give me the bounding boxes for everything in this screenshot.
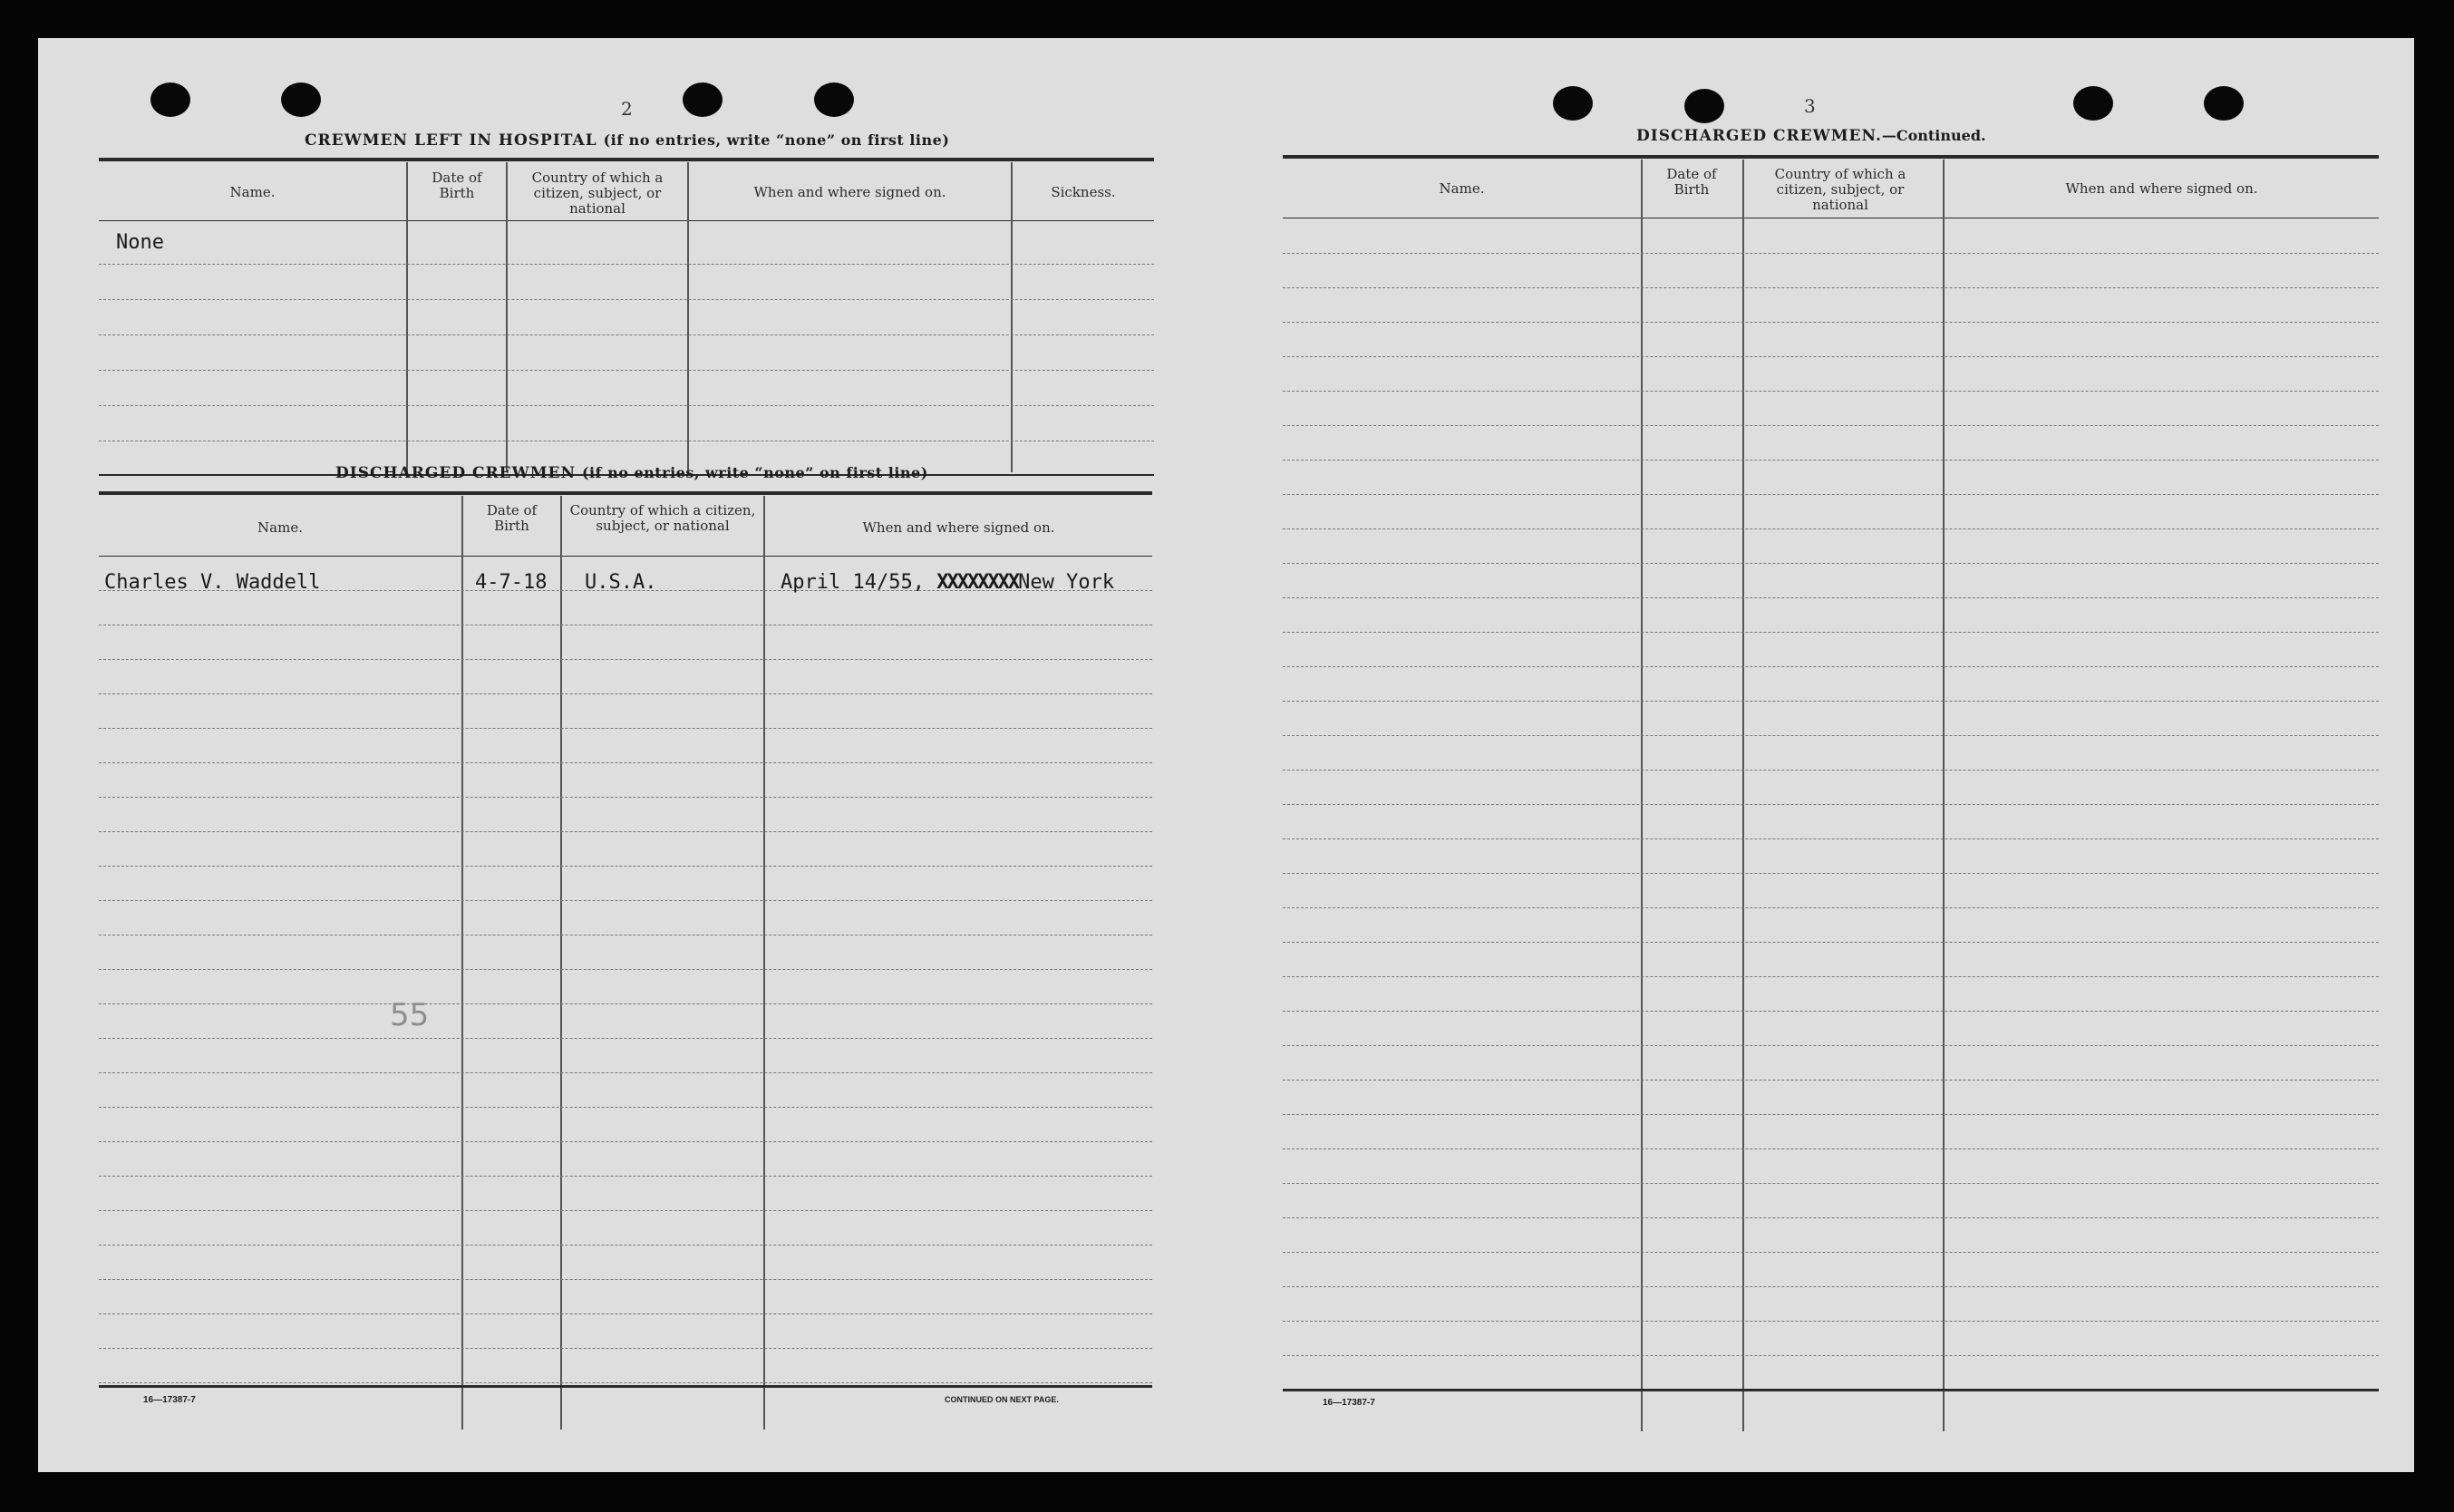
table-row bbox=[99, 797, 1152, 798]
discharged-entry-dob: 4-7-18 bbox=[475, 571, 548, 594]
discharged-top-rule bbox=[99, 491, 1152, 495]
when-where-struck-out: XXXXXXXX bbox=[936, 571, 1019, 594]
table-row bbox=[1283, 1114, 2379, 1115]
right-title-suffix: —Continued. bbox=[1881, 127, 1986, 144]
table-row bbox=[99, 1003, 1152, 1004]
right-form-number: 16—17387-7 bbox=[1323, 1398, 1375, 1408]
table-row bbox=[1283, 494, 2379, 495]
hospital-header-when-where: When and where signed on. bbox=[753, 184, 946, 200]
table-row bbox=[1283, 1252, 2379, 1253]
table-row bbox=[99, 969, 1152, 970]
table-row bbox=[99, 1141, 1152, 1142]
right-header-name: Name. bbox=[1439, 180, 1485, 197]
hospital-title-text: CREWMEN LEFT IN HOSPITAL bbox=[305, 131, 597, 150]
table-row bbox=[1283, 425, 2379, 426]
table-row bbox=[99, 831, 1152, 832]
table-row bbox=[1283, 1286, 2379, 1287]
table-row bbox=[1283, 804, 2379, 805]
right-rows bbox=[1283, 218, 2379, 1431]
table-row bbox=[1283, 528, 2379, 529]
hospital-header-name: Name. bbox=[229, 184, 276, 200]
table-row bbox=[99, 1313, 1152, 1314]
hospital-header-sickness: Sickness. bbox=[1051, 184, 1116, 200]
punch-hole bbox=[683, 82, 723, 117]
table-row bbox=[1283, 253, 2379, 254]
table-row bbox=[99, 405, 1154, 406]
table-row bbox=[1283, 873, 2379, 874]
right-title-text: DISCHARGED CREWMEN. bbox=[1636, 127, 1882, 145]
table-row bbox=[1283, 1045, 2379, 1046]
table-row bbox=[1283, 391, 2379, 392]
table-row bbox=[99, 659, 1152, 660]
punch-hole bbox=[1553, 86, 1593, 121]
continued-note: CONTINUED ON NEXT PAGE. bbox=[945, 1395, 1059, 1404]
table-row bbox=[99, 1072, 1152, 1073]
table-row bbox=[1283, 356, 2379, 357]
table-row bbox=[99, 1107, 1152, 1108]
discharged-rows bbox=[99, 557, 1152, 1429]
table-row bbox=[1283, 976, 2379, 977]
table-row bbox=[1283, 287, 2379, 288]
table-row bbox=[99, 1279, 1152, 1280]
discharged-header-country: Country of which a citizen, subject, or national bbox=[569, 502, 756, 534]
table-row bbox=[1283, 907, 2379, 908]
document-sheet bbox=[38, 38, 2414, 1472]
right-bottom-rule bbox=[1283, 1389, 2379, 1391]
table-row bbox=[1283, 942, 2379, 943]
hospital-entry-name: None bbox=[116, 231, 164, 254]
table-row bbox=[99, 762, 1152, 763]
punch-hole bbox=[150, 82, 190, 117]
hospital-title-instruction: (if no entries, write “none” on first line) bbox=[603, 131, 950, 149]
table-row bbox=[99, 370, 1154, 371]
table-row bbox=[1283, 701, 2379, 702]
right-top-rule bbox=[1283, 155, 2379, 159]
table-row bbox=[99, 334, 1154, 335]
when-where-prefix: April 14/55, bbox=[781, 571, 925, 594]
punch-hole bbox=[2073, 86, 2113, 121]
table-row bbox=[99, 693, 1152, 694]
table-row bbox=[99, 1210, 1152, 1211]
hospital-header-country: Country of which a citizen, subject, or national bbox=[531, 170, 664, 217]
table-row bbox=[99, 264, 1154, 265]
discharged-bottom-rule bbox=[99, 1385, 1152, 1388]
table-row bbox=[1283, 666, 2379, 667]
table-row bbox=[1283, 1217, 2379, 1218]
table-row bbox=[1283, 1080, 2379, 1081]
table-row bbox=[1283, 1355, 2379, 1356]
right-section-title bbox=[1636, 127, 1986, 145]
discharged-entry-name: Charles V. Waddell bbox=[104, 571, 321, 594]
table-row bbox=[1283, 632, 2379, 633]
table-row bbox=[1283, 1011, 2379, 1012]
punch-hole bbox=[814, 82, 854, 117]
faint-stamp-number: 55 bbox=[390, 997, 430, 1033]
when-where-suffix: New York bbox=[1018, 571, 1115, 594]
table-row bbox=[1283, 563, 2379, 564]
punch-hole bbox=[2204, 86, 2244, 121]
page-number: 2 bbox=[621, 98, 633, 120]
right-header-country: Country of which a citizen, subject, or national bbox=[1774, 166, 1906, 213]
table-row bbox=[99, 900, 1152, 901]
table-row bbox=[1283, 597, 2379, 598]
table-row bbox=[1283, 770, 2379, 771]
table-row bbox=[99, 1038, 1152, 1039]
discharged-header-when-where: When and where signed on. bbox=[862, 519, 1055, 536]
right-header-when-where: When and where signed on. bbox=[2065, 180, 2258, 197]
table-row bbox=[1283, 735, 2379, 736]
right-header-dob: Date of Birth bbox=[1666, 166, 1717, 198]
table-row bbox=[99, 866, 1152, 867]
table-row bbox=[1283, 1321, 2379, 1322]
table-row bbox=[99, 1348, 1152, 1349]
punch-hole bbox=[281, 82, 321, 117]
table-row bbox=[1283, 838, 2379, 839]
page-number: 3 bbox=[1804, 95, 1816, 117]
table-row bbox=[1283, 1183, 2379, 1184]
discharged-header-dob: Date of Birth bbox=[486, 502, 538, 534]
table-row bbox=[1283, 322, 2379, 323]
punch-hole bbox=[1684, 89, 1724, 123]
table-row bbox=[99, 728, 1152, 729]
hospital-top-rule bbox=[99, 158, 1154, 161]
table-row bbox=[99, 1176, 1152, 1177]
discharged-entry-country: U.S.A. bbox=[585, 571, 657, 594]
left-form-number: 16—17387-7 bbox=[143, 1395, 196, 1405]
table-row bbox=[99, 299, 1154, 300]
discharged-title-instruction: (if no entries, write “none” on first line) bbox=[581, 464, 928, 481]
discharged-section-title bbox=[335, 464, 928, 482]
table-row bbox=[99, 1382, 1152, 1383]
discharged-title-text: DISCHARGED CREWMEN bbox=[335, 464, 577, 482]
hospital-rows bbox=[99, 221, 1154, 475]
discharged-header-name: Name. bbox=[257, 519, 303, 536]
hospital-section-title bbox=[305, 131, 949, 150]
hospital-header-dob: Date of Birth bbox=[432, 170, 482, 201]
discharged-entry-when-where bbox=[781, 571, 1114, 594]
